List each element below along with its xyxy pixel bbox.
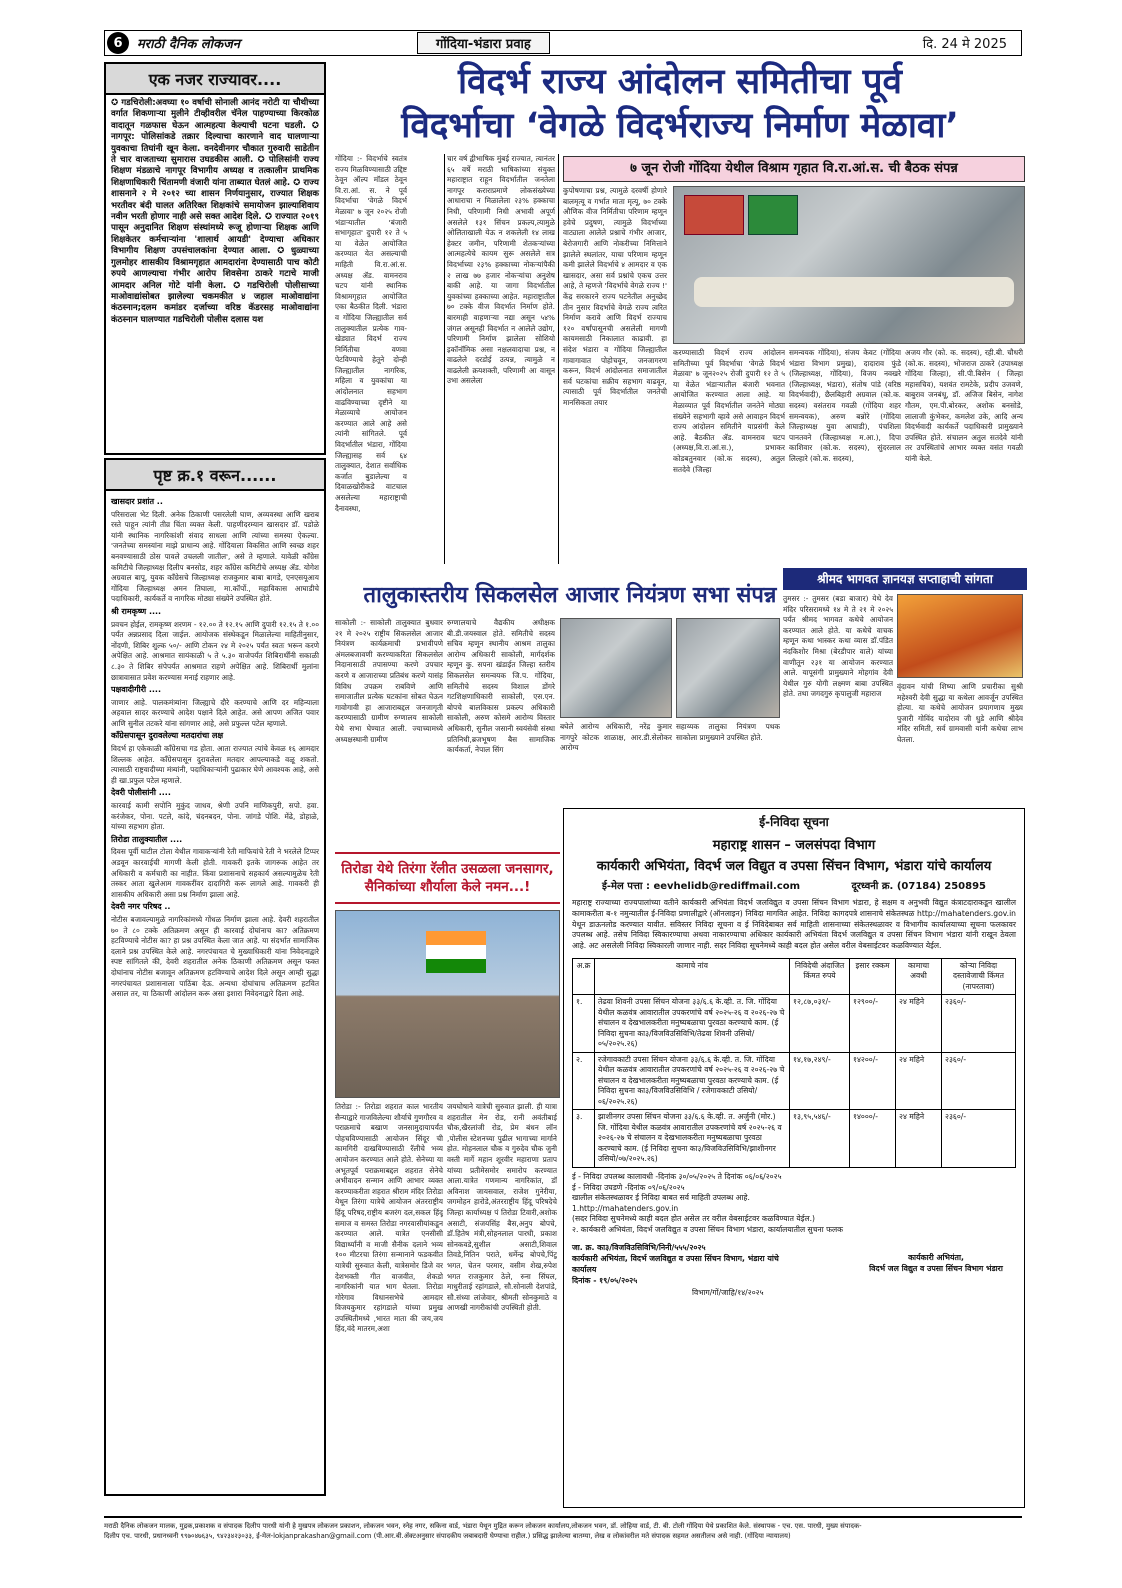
table-row (573, 995, 1016, 1053)
continued-paragraph: दिवस पूर्वी घाटील टोला येथील गावाकऱ्यांनी रेती माफियांचे रेती ने भरलेले टिप्पर अडवून कारवाईची मागणी केली होती. गावकरी इतके जागरूक आहेत तर अधिकारी व कर्मचारी का नाहीत. किंवा प्रशासनाचे सहकार्य असल्यामुळेच रेती तस्कर आता खुलेआम गावकरींवर दादागिरी करू लागले आहे. गावकरी ही शासकीय अधिकारी असा प्रश्न निर्माण झाला आहे. (111, 847, 319, 899)
table-cell: ३. (573, 1110, 595, 1168)
tiroda-photo (335, 910, 560, 1098)
tender-ref-date: दिनांक - १९/०५/२०२५ (572, 1275, 638, 1285)
imprint-footer (104, 1516, 1022, 1554)
tender-notes (572, 1172, 1016, 1236)
state-news-text: ✪ गडचिरोली:अवघ्या १० वर्षाची सोनाली आनंद नरोटी या चौथीच्या वर्गात शिकणाऱ्या मुलीने टीव्हीवरील चॅनेल पाहण्याच्या किरकोळ वादातून गळफास घेऊन आत्महत्या केल्याची घटना घडली. ✪ नागपूर: पोलिसांकडे तक्रार दिल्याचा कारणाने वाद घालणाऱ्या युवकाचा तिघांनी खून केला. वनदेवीनगर चौकात गुरुवारी साडेतीन ते चार वाजताच्या सुमारास उघडकीस आली. ✪ पोलिसांनी राज्य शिक्षण मंडळाचे नागपूर विभागीय अध्यक्ष व तत्कालीन प्राथमिक शिक्षणाधिकारी चिंतामणी वंजारी यांना ताब्यात घेतलं आहे. ✪ राज्य शासनाने २ मे २०१२ च्या शासन निर्णयानुसार, राज्यात शिक्षक भरतीवर बंदी घालत अतिरिक्त शिक्षकांचे समायोजन झाल्याशिवाय नवीन भरती होणार नाही असे सक्त आदेश दिले. ✪ राज्यात २०१९ पासून अनुदानित शिक्षण संस्थांमध्ये रूजू होणाऱ्या शिक्षक आणि शिक्षकेतर कर्मचाऱ्यांना 'शालार्थ आयडी' देण्याचा अधिकार विभागीय शिक्षण उपसंचालकांना देण्यात आला. ✪ धुळ्याच्या गुलमोहर शासकीय विश्रामगृहात आमदारांना देण्यासाठी पाच कोटी रुपये आणल्याचा गंभीर आरोप शिवसेना ठाकरे गटाचे माजी आमदार अनिल गोटे यांनी केला. ✪ गडचिरोली पोलीसाच्या माओवाद्यांसोबत झालेल्या चकमकीत ४ जहाल माओवाद्यांना कंठस्नान;दलम कमांडर दर्जाच्या वरिष्ठ कॅडरसह माओवाद्यांना कंठस्नान घालण्यात गडचिरोली पोलीस दलास यश (111, 98, 319, 325)
vidarbha-col-1: गोंदिया :- विदर्भाचे स्वतंत्र राज्य मिळविण्यासाठी उद्दिष्ट ठेवून ऑल्प मॉडल ठेवून वि.रा.आं. स. ने पूर्व विदर्भाचा 'वेगळे विदर्भ मेळावा' ७ जून २०२५ रोजी भंडाऱ्यातील 'बंजारी सभागृहात' दुपारी १२ ते ५ या वेळेत आयोजित करण्यात येत असल्याची माहिती वि.रा.आं.स. अध्यक्ष ॲड. वामनराव चटप यांनी स्थानिक विश्रामगृहात आयोजित एका बैठकीत दिली. भंडारा व गोंदिया जिल्ह्यातील सर्व तालुक्यातील प्रत्येक गाव-खेड्यात विदर्भ राज्य निर्मितीचा वणवा पेटविण्याचे हेतूने दोन्ही जिल्ह्यातील नागरिक, महिला व युवकांचा या आंदोलनात सहभाग वाढविण्याच्या दृष्टीने या मेळाव्याचे आयोजन करण्यात आले आहे असे त्यांनी सांगितले. पूर्व विदर्भातील भंडारा, गोंदिया जिल्ह्यासह सर्व ६४ तालुक्यात, देशात सर्वाधिक कर्जात बुडालेल्या व दिवाळखोरीकडे वाटचाल असलेल्या महाराष्ट्राची दैनावस्था, (335, 154, 407, 513)
tender-signature (856, 1242, 1016, 1286)
continued-text (106, 491, 324, 1491)
table-cell: तेढवा शिवनी उपसा सिंचन योजना ३३/६.६ के.व्ही. त. जि. गोंदिया येथील कळवंत्र आवारातील उपकरणांचे वर्ष २०२५-२६ व २०२६-२७ चे संचालन व देखभालकरीता मनुष्यबळाचा पुरवठा करण्याचे काम. (ई निविदा सुचना का३/विजविउसिविभि/तेढवा शिवनी उसियो/०५/२०२५.२६) (595, 995, 790, 1053)
tender-sign-office: विदर्भ जल विद्युत व उपसा सिंचन विभाग भंडारा (869, 1263, 1003, 1273)
column-rule (558, 154, 559, 564)
bhagwat-col-1: तुमसर :- तुमसर (बडा बाजार) येथे देव मंदिर परिसरामध्ये १४ मे ते २१ मे २०२५ पर्यंत श्रीमद भागवत कथेचे आयोजन करण्यात आले होते. या कथेचे वाचक म्हणून कथा भास्कर कथा व्यास डॉ.पंडित नंदकिशोर मिश्रा (बेरडीपार वाले) यांच्या वाणीतून २३१ या आयोजन करण्यात आले. यापूसंगी प्रामुख्याने मोहगांव देवी येथील गुरु योगी लक्ष्मण बाबा उपस्थित होते. तथा जगदगुरु कृपालुजी महाराज (783, 594, 893, 699)
meeting-col-2: समन्वयक गोंदिया), संजय केवट (गोंदिया भंडारा विभाग प्रमुख), दादाराव फुंडे (जिल्हाध्यक्ष, गोंदिया), विजय नवखरे (जिल्हाध्यक्ष, भंडारा), संतोष पांडे (वरिष्ठ विदर्भवादी), छैलबिहारी अग्रवाल (को.क. सदस्य) वसंतराव गवळी (गोंदिया शहर समन्वयक), अरुण बन्नोरे (गोंदिया जिल्हाध्यक्ष युवा आघाडी), पंचशिला पानतवने (जिल्हाध्यक्ष म.आ.), दिपा काशिवार (को.क. सदस्य), सुंदरलाल लिल्हारे (को.क. सदस्य), (789, 348, 901, 463)
continued-title: पृष्ट क्र.१ वरून...... (106, 460, 324, 491)
tender-email: ई-मेल पत्ता : eevhelidb@rediffmail.com (602, 881, 801, 892)
table-cell: १४,१७,२४९/- (790, 1052, 850, 1110)
state-news-box (104, 62, 326, 455)
meeting-banner: ७ जून रोजी गोंदिया येथील विश्राम गृहात वि.रा.आं.स. ची बैठक संपन्न (563, 156, 1025, 182)
tender-note: ई - निविदा उपलब्ध कालावधी -दिनांक ३०/०५/२०२५ ते दिनांक ०६/०६/२०२५ (572, 1171, 782, 1181)
tender-col-header: अ.क्र (573, 958, 595, 995)
column-rule (444, 154, 445, 564)
continued-heading: देवरी पोलीसांनी .... (111, 788, 171, 798)
table-cell: २३६०/- (942, 995, 1016, 1053)
main-headline (335, 60, 1025, 148)
tender-ref-office: कार्यकारी अभियंता, विदर्भ जलविद्युत व उपसा सिंचन विभाग, भंडारा यांचे कार्यालय (572, 1253, 779, 1274)
continued-heading: तिरोडा तालुक्यातील .... (111, 834, 183, 844)
tender-col-header: इसार रक्कम (850, 958, 896, 995)
tender-code: विभाग/गों/जाहि/१४/२०२५ (692, 1287, 764, 1297)
tender-signoff (572, 1242, 1016, 1286)
sickle-photo-2 (676, 618, 780, 718)
table-cell: झाशीनगर उपसा सिंचन योजना ३३/६.६ के.व्ही. त. अर्जुनी (मोर.) जि. गोंदिया येथील कळवंत्र आवारातील उपकरणांचे वर्ष २०२५-२६ व २०२६-२७ चे संचालन व देखभालकरीता मनुष्यबळाचा पुरवठा करण्याचे काम. (ई निविदा सुचना का३/विजविउसिविभि/झाशीनगर उसियो/०७/२०२५.२६) (595, 1110, 790, 1168)
continued-paragraph: कारवाई कामी सपोनि मुकुंद जाधव, श्रेणी उपनि माणिकपुरी, सपो. हवा. करंजेकर, पोना. पटले, कांदे, चंदनबदन, पोना. जांगडे पोशि. मेंढे, डोहाळे, यांच्या सहभाग होता. (111, 801, 319, 832)
table-row (573, 1052, 1016, 1110)
table-cell: १. (573, 995, 595, 1053)
flag-white (426, 945, 486, 959)
tender-phone: दूरध्वनी क्र. (07184) 250895 (851, 881, 986, 892)
continued-heading: खासदार प्रशांत .. (111, 497, 163, 506)
flag-green (426, 959, 486, 973)
bhagwat-headline: श्रीमद भागवत ज्ञानयज्ञ सप्ताहाची सांगता (783, 568, 1027, 590)
table-cell: १२९००/- (850, 995, 896, 1053)
table-cell: २३६०/- (942, 1110, 1016, 1168)
tiroda-headline: तिरोडा येथे तिरंगा रॅलीत उसळला जनसागर, सैनिकांच्या शौर्याला केले नमन...! (335, 852, 560, 904)
flag-saffron (426, 931, 486, 945)
page-number: 6 (107, 32, 129, 54)
tender-office: कार्यकारी अभियंता, विदर्भ जल विद्युत व उपसा सिंचन विभाग, भंडारा यांचे कार्यालय (596, 859, 992, 874)
table-cell: रजेगावकाटी उपसा सिंचन योजना ३३/६.६ के.व्ही. त. जि. गोंदिया येथील कळवंत्र आवारातील उपकरणांचे वर्ष २०२५-२६ व २०२६-२७ चे संचालन व देखभालकरीता मनुष्यबळाचा पुरवठा करण्याचे काम. (ई निविदा सुचना का३/विजविउसिविभि / रजेगावकाटी उसियो/०६/२०२५.२६) (595, 1052, 790, 1110)
tender-col-header: कामाचा अवधी (896, 958, 942, 995)
tender-intro: महाराष्ट्र राज्याच्या राज्यपालांच्या वतीने कार्यकारी अभियंता विदर्भ जलविद्युत व उपसा सिंचन विभाग भंडारा, हे सक्षम व अनुभवी विद्युत कंत्राटदाराकडून खालील कामाकरीता ब-१ नमुन्यातील ई-निविदा प्रणालीद्वारे (ऑनलाइन) निविदा मागवित आहेत. निविदा कागदपत्रे शासनाचे संकेतस्थळ http://mahatenders.gov.in येथून डाऊनलोड करण्यात यावीत. सविस्तर निविदा सूचना व ई निविदेबाबत सर्व माहिती शासनाच्या संकेतस्थळावर व विभागीय कार्यालयाच्या सूचना फलकावर उपलब्ध आहे. तसेच निविदा स्विकारण्याचा अथवा नाकारण्याचा अधिकार कार्यकारी अभियंता विदर्भ जलविद्युत व उपसा सिंचन विभाग भंडारा यांनी राखून ठेवला आहे. अट असलेली निविदा स्विकारली जाणार नाही. सदर निविदा सूचनेमध्ये काही बदल होत असेल वरील वेबसाईटवर कळविण्यात येईल. (572, 898, 1016, 951)
tender-col-header: कोऱ्या निविदा दस्तावेजाची किंमत (नापरतावा) (942, 958, 1016, 995)
main-headline-line1: विदर्भ राज्य आंदोलन समितीचा पूर्व (457, 62, 903, 102)
tender-note: २. कार्यकारी अभियंता, विदर्भ जलविद्युत व उपसा सिंचन विभाग भंडारा, कार्यालयातील सुचना फलक (572, 1224, 843, 1234)
imprint-line-1: मराठी दैनिक लोकजन मालक, मुद्रक,प्रकाशक व संपादक दिलीप पारधी यांनी हे मुखपत्र लोकजन प्रकाशन, लोकजन भवन, स्नेह नगर, सकिना वार्ड, भंडारा येथून मुद्रित करून लोकजन कार्यालय,लोकजन भवन, डॉ. लोहिया वार्ड, टी. बी. टोली गोंदिया येथे प्रकाशित केले. संस्थापक - एच. एस. पारधी, मुख्य संपादक- (104, 1522, 862, 1530)
sickle-col-1: साकोली :- साकोली तालुक्यात बुधवार २१ मे २०२५ राष्ट्रीय सिकलसेल आजार नियंत्रण कार्यक्रमाची प्रभावीपणे अंमलबजावणी करण्याकरिता सिकलसेल निदानासाठी तपासण्या करणे उपचार करणे व आजाराच्या प्रतिबंध करणे यासंह विविध उपक्रम राबविणे आणि समाजातील प्रत्येक घटकांना सोबत घेऊन गावोगावी हा आजाराबद्दल जनजागृती करण्यासाठी ग्रामीण रुग्णालय साकोली येथे सभा घेण्यात आली. ज्याच्यामध्ये अध्यक्षस्थानी ग्रामीण (335, 618, 443, 744)
table-cell: २४ महिने (896, 995, 942, 1053)
imprint-line-2: दिलीप एच. पारधी, प्रधानध्वनी ९९७०४७६३५, ९४२३४२३०३३, ई-मेल-lokjanprakashan@gmail.com (पी.आर.बी.ॲक्टअनुसार संपादकीय जबाबदारी घेण्याचा राहील.) प्रसिद्ध झालेल्या बातम्या, लेख व लोकांवरील मते संपादक सहमत असतीलच असे नाही. (गोंदिया न्यायालय) (104, 1532, 791, 1540)
continued-heading: काँग्रेसपासून दुरावलेल्या मतदारांचा लक्ष (111, 731, 224, 741)
tender-col-header: निविदेची अंदाजित किंमत रुपये (790, 958, 850, 995)
tender-note: ई - निविदा उघडणे -दिनांक ०९/०६/२०२५ (572, 1182, 685, 1192)
banner-in-photo (684, 195, 744, 235)
table-cell: १४२००/- (850, 1052, 896, 1110)
tender-notice (563, 808, 1025, 1508)
tender-header-row (573, 958, 1016, 995)
continued-heading: देवरी नगर परिषद .. (111, 902, 171, 912)
continued-box (104, 458, 326, 1496)
table-cell: १२,८७,०३१/- (790, 995, 850, 1053)
continued-paragraph: नोटीस बजावल्यामुळे नागरिकांमध्ये गोंधळ निर्माण झाला आहे. देवरी शहरातील ७० ते ८० टक्के अतिक्रमण असून ही कारवाई दोघांनाच का? अतिक्रमण हटविण्याचे नोटीस का? हा प्रश्न उपस्थित केला जात आहे. या संदर्भात सामाजिक दलाने प्रश्न उपस्थित केले आहे. नगरपंचायत चे मुख्याधिकारी यांना निवेदनाद्वारे स्पष्ट सांगितले की, देवरी शहरातील अनेक ठिकाणी अतिक्रमण असून फक्त दोघांनाच नोटीस बजावून अतिक्रमण हटविण्याचे आदेश दिले असून आम्ही सुद्धा नगरपंचायत प्रशासनाला पाठिंबा देऊ. अन्यथा दोघांचाच अतिक्रमण हटवित असाल तर, या ठिकाणी आंदोलन करू असा इशारा निवेदनाद्वारे दिला आहे. (111, 914, 319, 999)
state-news-title: एक नजर राज्यावर.... (106, 64, 324, 95)
meeting-photo (673, 186, 1025, 344)
sickle-photo-1 (560, 618, 672, 718)
bhagwat-col-2: वृंदावन यांची शिष्या आणि प्रचारीका सुश्री महेश्वरी देवी सुद्धा या कथेला आवर्जून उपस्थित होत्या. या कथेचे आयोजन प्रयागणाय मुख्य पुजारी गोविंद यादोराव जी धुडे आणि श्रीदेव मंदिर समिती, सर्व ग्रामवासी यांनी कथेचा लाभ घेतला. (897, 682, 1023, 744)
tender-note: खालील संकेतस्थळावर ई निविदा बाबत सर्व माहिती उपलब्ध आहे. (572, 1193, 750, 1203)
continued-paragraph: जाणार आहे. पालकमंत्र्यांना जिल्ह्याचे दौरे करण्याचे आणि दर महिन्याला अहवाल सादर करण्याचे आदेश पक्षाने दिले आहेत. असे आपण अजित पवार आणि सुनील तटकरे यांना सांगणार आहे, असे प्रफुल्ल पटेल म्हणाले. (111, 697, 319, 728)
page-header (104, 30, 1022, 56)
meeting-table (694, 277, 1014, 307)
continued-heading: श्री रामकृष्ण .... (111, 606, 162, 616)
tender-title: ई-निविदा सूचना (759, 815, 829, 829)
table-cell: २४ महिने (896, 1110, 942, 1168)
table-row (573, 1110, 1016, 1168)
tender-note: (सदर निविदा सुचनेमध्ये काही बदल होत असेल तर वरील वेबसाईटवर कळविण्यात येईल.) (572, 1214, 816, 1224)
region-label: गोंदिया-भंडारा प्रवाह (417, 32, 550, 54)
continued-paragraph: परिसराला भेट दिली. अनेक ठिकाणी पसरलेली घाण, अव्यवस्था आणि खराब रस्ते पाहून त्यांनी तीव्र चिंता व्यक्त केली. पाहणीदरम्यान खासदार डॉ. पडोळे यांनी स्थानिक नागरिकांशी संवाद साधला आणि त्यांच्या समस्या ऐकल्या. 'जनतेच्या समस्यांना माझे प्राधान्य आहे. गोंदियाला विकसित आणि स्वच्छ शहर बनवण्यासाठी ठोस पावले उचलली जातील', असे ते म्हणाले. यावेळी काँग्रेस कमिटीचे जिल्हाध्यक्ष दिलीप बनसोड, शहर काँग्रेस कमिटीचे अध्यक्ष ॲड. योगेश अग्रवाल बापू, युवक काँग्रेसचे जिल्हाध्यक्ष राजकुमार बाबा बागडे, एनएसयूआय गोंदिया जिल्हाध्यक्ष अमन तिघाला, मा.कॉर्पो., महाविकास आघाडीचे पदाधिकारी, कार्यकर्ते व नागरिक मोठ्या संख्येने उपस्थित होते. (111, 509, 319, 604)
paper-name: मराठी दैनिक लोकजन (137, 37, 240, 52)
table-cell: २४ महिने (896, 1052, 942, 1110)
banner-in-photo (748, 195, 798, 235)
sickle-col-2: रुग्णालयाचे वैद्यकीय अधीक्षक बी.डी.जयस्वाल होते. समितीचे सदस्य सचिव म्हणून स्थानीय आश्रम तालुका आरोग्य अधिकारी साकोली, मार्गदर्शक म्हणून कु. सपना खंडाईत जिल्हा स्तरीय सिकलसेल समन्वयक जि.प. गोंदिया, समितीचे सदस्य विशाल डोंगरे गटशिक्षणाधिकारी साकोली, एस.एन. बोपचे बालविकास प्रकल्प अधिकारी साकोली, अरुण कोसमे आरोग्य विस्तार अधिकारी, सुनील जसानी स्वयंसेवी संस्था प्रतिनिधी,ब्रजभूषण बैस सामाजिक कार्यकर्ता, नेपाल सिंग (447, 618, 555, 755)
tiroda-col-2: जयघोषाने यात्रेची सुरुवात झाली. ही यात्रा शहरातील मेन रोड, रानी अवंतीबाई चौक,खैरलांजी रोड, प्रेम बंधन लॉन ,पोलीस स्टेशनच्या पुढील भागाच्या मार्गाने होत. मोहनलाल चौक व गुरुदेव चौक जुनी वस्ती मार्गे महान शूरवीर महाराणा प्रताप यांच्या प्रतीमेसमोर समारोप करण्यात आला.यात्रेत गणमान्य नागरिकांत, डॉ अविनाश जायसवाल, राजेश गुनेरीया, जगमोहन हारोडे,अंतरराष्ट्रीय हिंदू परिषदेचे जिल्हा कार्याध्यक्ष पं तिरोडा टिवारी,अशोक असाटी, संजयसिंह बैस,अनुप बोपचे, डॉ.हितेष मंत्री,सोहनलाल पारधी, प्रकाश सोनकवडे,सुशील असाटी,शिवाल तिवडे,नितिन पराते, धर्मेन्द्र बोपचे,पिंटू भगत, चेतन परमार, वसीम शेख,रुपेश भगत राजकुमार ठेले, रुना सिंघल, माधुरीताई रहांगडाले, सौ.सोनाली देशपांडे, सौ.संध्या लांजेवार, श्रीमती सोनकुमाठे व आणखी नागरीकांची उपस्थिती होती. (447, 1102, 557, 1313)
tender-note: 1.http://mahatenders.gov.in (572, 1203, 679, 1213)
table-cell: १४०००/- (850, 1110, 896, 1168)
table-cell: १३,९५,५४६/- (790, 1110, 850, 1168)
continued-heading: पक्षवादीगीरी .... (111, 685, 161, 695)
main-headline-line2: विदर्भाचा ‘वेगळे विदर्भराज्य निर्माण मेळावा’ (401, 106, 959, 146)
bhagwat-photo (897, 594, 1023, 678)
tender-reference (572, 1242, 792, 1286)
vidarbha-col-1-wrap (335, 154, 443, 564)
continued-paragraph: प्रवचन होईल, रामकृष्ण शरणम - १२.०० ते १२.१५ आणि दुपारी १२.१५ ते १.०० पर्यंत अन्नप्रसाद दिला जाईल. आयोजक संस्थेकडून मिळालेल्या माहितीनुसार, नोंदणी, शिबिर शुल्क ५०/- आणि टोकन २४ मे २०२५ पर्यंत स्वतः भरून करणे अपेक्षित आहे. आश्रमात सायंकाळी ५ ते ५.३० वाजेपर्यंत शिबिरार्थींनी सकाळी ८.३० ते शिबिर संपेपर्यंत आश्रमात राहणे अपेक्षित आहे. शिबिरार्थी मुलांना छात्रावासात प्रवेश करण्यास मनाई राहणार आहे. (111, 619, 319, 682)
continued-paragraph: विदर्भ हा एकेकाळी काँग्रेसचा गड होता. आता राज्यात त्यांचे केवळ १६ आमदार शिल्लक आहेत. काँग्रेसपासून दुरावलेला मतदार आपल्याकडे वळू शकतो. त्यासाठी राष्ट्रवादीच्या मंत्र्यांनी, पदाधिकाऱ्यांनी पुढाकार घेणे आवश्यक आहे, असे ही खा.प्रफुल पटेल म्हणाले. (111, 744, 319, 785)
tender-table (572, 958, 1016, 1168)
tender-department: महाराष्ट्र शासन – जलसंपदा विभाग (712, 838, 876, 853)
sickle-col-4: सहाय्यक तालुका नियंत्रण पथक साकोला प्रामुख्याने उपस्थित होते. (676, 722, 780, 742)
sickle-col-3: बघेले आरोग्य अधिकारी, नरेंद्र कुमार नागपुरे कोटक शाळाक्ष, आर.डी.सेलोकर आरोग्य (560, 722, 672, 753)
vidarbha-col-3: कुपोषणाचा प्रश्न, त्यामुळे दरवर्षी होणारे बालमृत्यू व गर्भात माता मृत्यू, ७० टक्के औणिक वीज निर्मितीचा परिणाम म्हणून हवेचे प्रदुषण, त्यामुळे विदर्भाच्या वाट्याला आलेले प्रश्नाचे गंभीर आजार, बेरोजगारी आणि नोकरीच्या निमित्ताने झालेले स्थलांतर, याचा परिणाम म्हणून कमी झालेले विदर्भाचे ४ आमदार व एक खासदार, असा सर्व प्रश्नांचे एकच उत्तर आहे, ते म्हणजे 'विदर्भाचे वेगळे राज्य !' केंद्र सरकारने राज्य घटनेतील अनुच्छेद तीन नुसार विदर्भाचे वेगळे राज्य त्वरित निर्माण करावे आणि विदर्भ राज्याच १२० वर्षांपासूनची असलेली मागणी कायमसाठी निकालात काढावी. हा संदेश भंडारा व गोंदिया जिल्ह्यातील गावागावात पोहोचवून, जनजागरण करून, विदर्भ आंदोलनात समाजातील सर्व घटकांचा सक्रीय सहभाग वाढवून, त्यासाठी पूर्व विदर्भातील जनतेची मानसिकता तयार (563, 186, 667, 407)
meeting-col-3: अजय गौर (को. क. सदस्य), रही.बी. चौधरी (को.क. सदस्य), भोजराज ठाकरे (उपाध्यक्ष गोंदिया जिल्हा), सी.पी.बिसेन ( जिल्हा महासचिव), यशवंत रामटेके, प्रदीप उजवणे, बाबुराव जनबंधू, डॉ. अजिज बिसेन, नागेश गौतम, एम.पी.बोरकर, अशोक बनसोडे, लालाजी कुंभेकर, कमलेश उके, आदि अन्य विदर्भवादी कार्यकर्ते पदाधिकारी प्रामुख्याने उपस्थित होते. संचालन अतुल सतदेवे यांनी तर उपस्थितांचे आभार व्यक्त वसंत गवळी यांनी केले. (905, 348, 1023, 463)
sickle-headline: तालुकास्तरीय सिकलसेल आजार नियंत्रण सभा संपन्न (363, 583, 777, 608)
table-cell: २३६०/- (942, 1052, 1016, 1110)
meeting-col-1: करण्यासाठी विदर्भ राज्य आंदोलन समितीच्या पूर्व विदर्भाचा 'वेगळे विदर्भ मेळावा' ७ जून२०२५ रोजी दुपारी १२ ते ५ या वेळेत भंडाऱ्यातील बंजारी भवनात आयोजित करण्यात आला आहे. या मेळाव्यात पूर्व विदर्भातील जनतेने मोठ्या संख्येने सहभागी व्हावे असे आवाहन विदर्भ राज्य आंदोलन समितीने याप्रसंगी केले आहे. बैठकीत ॲड. वामनराव चटप (अध्यक्ष,वि.रा.आं.स.), प्रभाकर कोडबतुनवार (को.क सदस्य), अतुल सतदेवे (जिल्हा (673, 348, 785, 474)
tender-col-header: कामाचे नांव (595, 958, 790, 995)
tender-sign-title: कार्यकारी अभियंता, (908, 1252, 964, 1262)
table-cell: २. (573, 1052, 595, 1110)
tender-ref-number: जा. क्र. का३/विजविउसिविभि/निनी/५५५/२०२५ (572, 1242, 706, 1252)
vidarbha-col-2: चार वर्ष द्वीभाषिक मुंबई राज्यात, त्यानंतर ६५ वर्षे मराठी भाषिकांच्या संयुक्त महाराष्ट्रात राहून विदर्भातील जनतेला नागपूर कराराप्रमाणे लोकसंख्येच्या आधाराचा न मिळालेला २३% हक्काचा निधी, परिणामी निधी अभावी अपूर्ण असलेले १३१ सिंचन प्रकल्प,त्यामुळे ओलिताखाली येऊ न शकलेली १४ लाख हेक्टर जमीन, परिणामी शेतकऱ्यांच्या आत्महत्येचे कायम सुरू असलेले सत्र विदर्भाच्या २३% हक्काच्या नोकऱ्यांपैकी २ लाख ७७ हजार नोकऱ्यांचा अनुशेष बाकी आहे. या जागा विदर्भातील युवकांच्या हक्काच्या आहेत. महाराष्ट्रातील ७० टक्के वीज विदर्भात निर्माण होते. बारमाही वाहणाऱ्या नद्या असून ५४% जंगल असूनही विदर्भात न आलेले उद्योग, परिणामी निर्माण झालेला सोशियो इकॉनॉमिक असा नक्षलवादाचा प्रश्न, न वाढलेले दरडोई उत्पन्न, त्यामुळे न वाढलेली क्रयशक्ती, परिणामी आ वासून उभा असलेला (447, 154, 555, 386)
issue-date: दि. 24 मे 2025 (922, 37, 1007, 52)
tiroda-col-1: तिरोडा :- तिरोडा शहरात काल भारतीय सैन्याद्वारे गाजविलेल्या शौर्याचे गुणगौरव व पराक्रमाचे बखाण जनसामुदायापर्यंत पोहचविण्यासाठी आयोजन सिंदूर ची कामगिरी दाखविण्यासाठी रॅलीचे भव्य आयोजन करण्यात आले होते. सेनेच्या या अभूतपूर्व पराक्रमाबद्दल शहरात सेनेचे अभीवादन सन्मान आणि आभार व्यक्त करण्याकरीता शहरात श्रीराम मंदिर तिरोडा येथून तिरंगा यात्रेचे आयोजन अंतरराष्ट्रीय हिंदू परिषद,राष्ट्रीय बजरंग दल,सकल हिंदू समाज व समस्त तिरोडा नगरवासीयांकडून करण्यात आले. यात्रेत एनसीसी विद्यार्थ्यांनी व माजी सैनीक दलाने भव्य १०० मीटरचा तिरंगा सन्मानाने फडकवीत यात्रेची सुरुवात केली, यात्रेसमोर डिजे वर देशभक्ती गीत वाजवीत, शेकडो नागरिकांनी यात भाग घेतला. तिरोडा गोरेगाव विधानसभेचे आमदार विजयकुमार रहांगडाले यांच्या प्रमुख उपस्थितीमध्ये ,भारत माता की जय,जय हिंद,वंदे मातरम,अशा (335, 1102, 443, 1334)
